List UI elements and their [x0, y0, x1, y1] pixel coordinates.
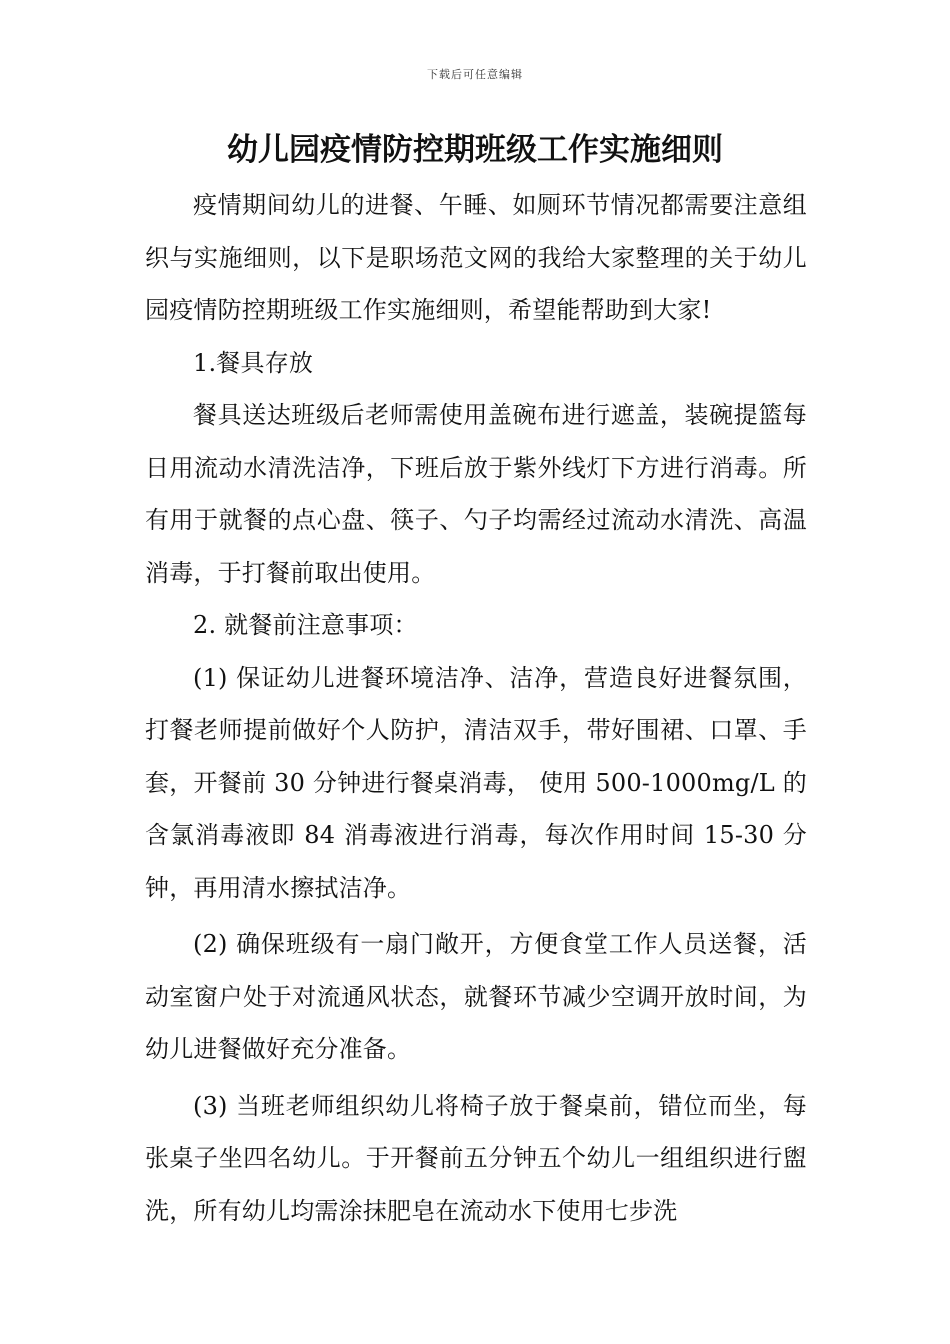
paragraph-item-2: (2) 确保班级有一扇门敞开，方便食堂工作人员送餐，活动室窗户处于对流通风状态，就餐环节减少空调开放时间，为幼儿进餐做好充分准备。 — [145, 930, 807, 1063]
paragraph-item-3: (3) 当班老师组织幼儿将椅子放于餐桌前，错位而坐，每张桌子坐四名幼儿。于开餐前五分钟五个幼儿一组组织进行盥洗，所有幼儿均需涂抹肥皂在流动水下使用七步洗 — [145, 1091, 807, 1225]
document-title: 幼儿园疫情防控期班级工作实施细则 — [227, 132, 723, 168]
header-note: 下载后可任意编辑 — [427, 68, 523, 81]
document-body — [145, 179, 807, 1237]
section-heading-before-meal: 2. 就餐前注意事项： — [193, 611, 418, 639]
paragraph-tableware-storage: 餐具送达班级后老师需使用盖碗布进行遮盖，装碗提篮每日用流动水清洗洁净，下班后放于紫外线灯下方进行消毒。所有用于就餐的点心盘、筷子、勺子均需经过流动水清洗、高温消毒，于打餐前取出使用。 — [145, 401, 807, 587]
paragraph-intro: 疫情期间幼儿的进餐、午睡、如厕环节情况都需要注意组织与实施细则，以下是职场范文网的我给大家整理的关于幼儿园疫情防控期班级工作实施细则，希望能帮助到大家! — [145, 191, 807, 324]
paragraph-item-1: (1) 保证幼儿进餐环境洁净、洁净，营造良好进餐氛围，打餐老师提前做好个人防护，清洁双手，带好围裙、口罩、手套，开餐前 30 分钟进行餐桌消毒， 使用 500-1000mg/L 的含氯消毒液即 84 消毒液进行消毒，每次作用时间 15-30 分钟，再用清水擦拭洁净。 — [145, 663, 807, 902]
section-heading-tableware-storage: 1.餐具存放 — [193, 348, 314, 377]
